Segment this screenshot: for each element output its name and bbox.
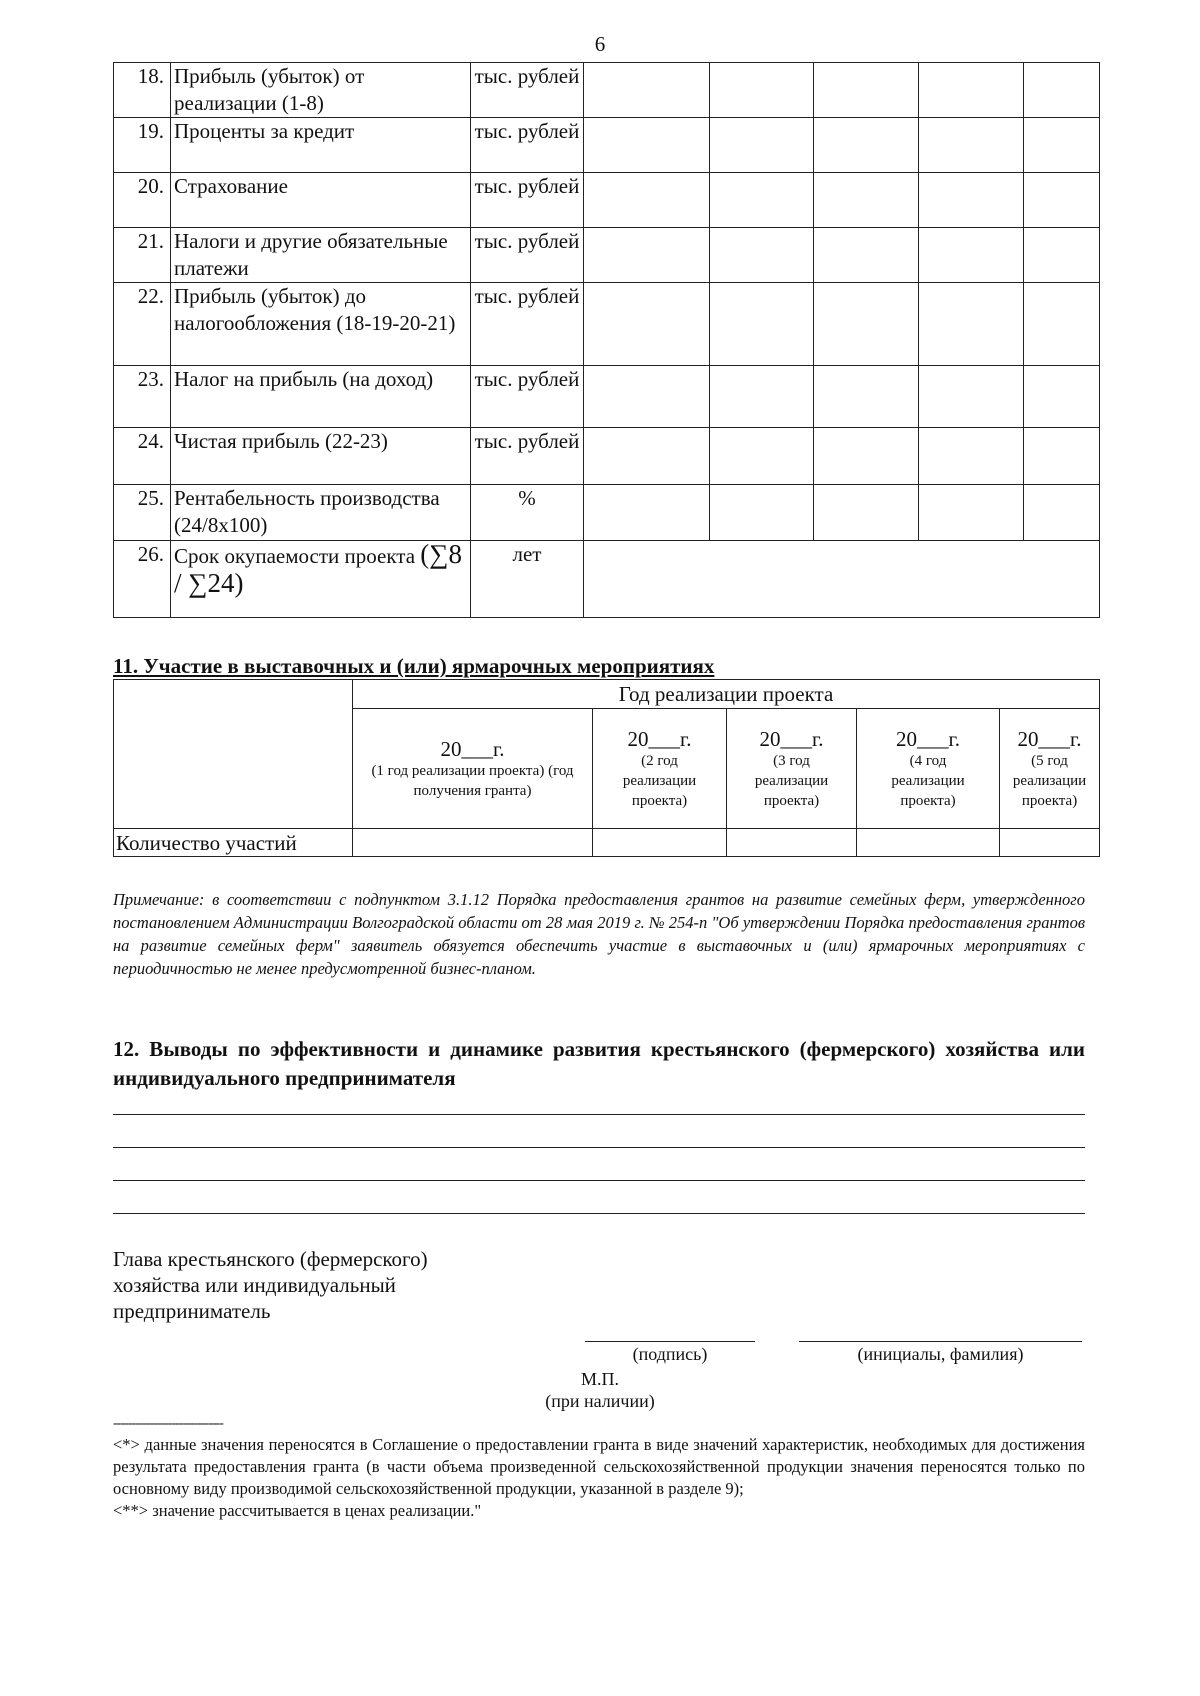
- row-unit: тыс. рублей: [471, 228, 584, 283]
- year-label: 20___г.: [759, 726, 824, 751]
- row-number: 18.: [114, 63, 171, 118]
- value-cell[interactable]: [710, 118, 814, 173]
- value-cell[interactable]: [353, 829, 593, 857]
- row-number: 21.: [114, 228, 171, 283]
- value-cell[interactable]: [1024, 173, 1100, 228]
- value-cell[interactable]: [857, 829, 1000, 857]
- value-cell[interactable]: [727, 829, 857, 857]
- row-unit: %: [471, 485, 584, 541]
- footnote-2: <**> значение рассчитывается в ценах реализации.": [113, 1501, 482, 1520]
- table-row: [114, 485, 1100, 541]
- row-name: Страхование: [171, 173, 471, 228]
- table-row: [114, 283, 1100, 366]
- value-cell[interactable]: [919, 485, 1024, 541]
- signature-line[interactable]: [585, 1341, 755, 1342]
- value-cell[interactable]: [1024, 428, 1100, 485]
- footnote-1: <*> данные значения переносятся в Соглашение о предоставлении гранта в виде значений характеристик, необходимых для достижения результата предоставления гранта (в части объема произведенной сельскохозяйственной продукции значения переносятся только по основному виду производимой сельскохозяйственной продукции, указанной в разделе 9);: [113, 1435, 1085, 1498]
- table-row: [114, 428, 1100, 485]
- value-cell[interactable]: [1024, 283, 1100, 366]
- value-cell[interactable]: [710, 485, 814, 541]
- year-note: (5 год реализации проекта): [1012, 752, 1087, 809]
- year-label: 20___г.: [896, 726, 960, 751]
- table-row: [114, 366, 1100, 428]
- answer-line[interactable]: [113, 1180, 1085, 1181]
- value-cell[interactable]: [814, 173, 919, 228]
- row-number: 19.: [114, 118, 171, 173]
- value-cell[interactable]: [814, 428, 919, 485]
- value-cell[interactable]: [593, 829, 727, 857]
- row-name-text: Срок окупаемости проекта: [174, 544, 416, 568]
- stamp-note: (при наличии): [545, 1391, 655, 1411]
- value-cell[interactable]: [1024, 118, 1100, 173]
- row-number: 25.: [114, 485, 171, 541]
- year-note: (3 год реализации проекта): [754, 752, 829, 809]
- value-cell[interactable]: [1024, 228, 1100, 283]
- note-paragraph: Примечание: в соответствии с подпунктом 3.1.12 Порядка предоставления грантов на развитие семейных ферм, утвержденного постановлением Администрации Волгоградской области от 28 мая 2019 г. № 254-п "Об утверждении Порядка предоставления грантов на развитие семейных ферм" заявитель обязуется обеспечить участие в выставочных и (или) ярмарочных мероприятиях с периодичностью не менее предусмотренной бизнес-планом.: [113, 890, 1085, 978]
- table-row: [114, 541, 1100, 618]
- row-name: Налоги и другие обязательные платежи: [171, 228, 471, 283]
- value-cell[interactable]: [710, 366, 814, 428]
- value-cell[interactable]: [919, 228, 1024, 283]
- value-cell[interactable]: [814, 366, 919, 428]
- row-number: 26.: [114, 541, 171, 618]
- value-cell[interactable]: [919, 63, 1024, 118]
- footnotes: [113, 1434, 1085, 1522]
- year-col-1: [353, 709, 593, 829]
- exhibitions-table: [113, 679, 1100, 857]
- year-col-5: [1000, 709, 1100, 829]
- value-cell[interactable]: [919, 173, 1024, 228]
- name-line[interactable]: [799, 1341, 1082, 1342]
- year-label: 20___г.: [627, 726, 692, 751]
- row-number: 20.: [114, 173, 171, 228]
- value-cell[interactable]: [710, 428, 814, 485]
- row-name: Налог на прибыль (на доход): [171, 366, 471, 428]
- signature-caption: (подпись): [632, 1344, 708, 1364]
- table-row: [114, 173, 1100, 228]
- value-cell[interactable]: [584, 366, 710, 428]
- row-number: 23.: [114, 366, 171, 428]
- row-name: Прибыль (убыток) от реализации (1-8): [171, 63, 471, 118]
- row-unit: лет: [471, 541, 584, 618]
- row-unit: тыс. рублей: [471, 118, 584, 173]
- year-note: (1 год реализации проекта) (год получения гранта): [371, 762, 574, 799]
- value-cell[interactable]: [919, 118, 1024, 173]
- value-cell[interactable]: [584, 428, 710, 485]
- value-cell[interactable]: [710, 228, 814, 283]
- value-cell[interactable]: [1024, 63, 1100, 118]
- answer-line[interactable]: [113, 1147, 1085, 1148]
- year-label: 20___г.: [440, 736, 505, 761]
- footnote-separator: ------------------------------: [113, 1416, 223, 1431]
- value-cell[interactable]: [814, 485, 919, 541]
- row-name: Прибыль (убыток) до налогообложения (18-19-20-21): [171, 283, 471, 366]
- page-number: 6: [594, 32, 606, 56]
- value-cell[interactable]: [814, 118, 919, 173]
- row-name: Чистая прибыль (22-23): [171, 428, 471, 485]
- value-cell[interactable]: [584, 173, 710, 228]
- year-label: 20___г.: [1017, 726, 1082, 751]
- year-col-4: [857, 709, 1000, 829]
- stamp-label: М.П.: [580, 1369, 619, 1389]
- value-cell[interactable]: [710, 63, 814, 118]
- section-12-title: 12. Выводы по эффективности и динамике развития крестьянского (фермерского) хозяйства или индивидуального предпринимателя: [113, 1037, 1085, 1090]
- year-header: Год реализации проекта: [353, 680, 1100, 709]
- payback-formula: (∑8 / ∑24): [174, 539, 463, 598]
- year-note: (2 год реализации проекта): [622, 752, 697, 809]
- row-unit: тыс. рублей: [471, 63, 584, 118]
- answer-line[interactable]: [113, 1213, 1085, 1214]
- value-cell[interactable]: [1024, 485, 1100, 541]
- finance-table: [113, 62, 1100, 618]
- table-row: [114, 228, 1100, 283]
- row-unit: тыс. рублей: [471, 366, 584, 428]
- value-cell[interactable]: [710, 283, 814, 366]
- row-name: Проценты за кредит: [171, 118, 471, 173]
- year-col-3: [727, 709, 857, 829]
- row-unit: тыс. рублей: [471, 283, 584, 366]
- row-name: [171, 541, 471, 618]
- table-row: [114, 118, 1100, 173]
- row-number: 24.: [114, 428, 171, 485]
- value-cell[interactable]: [584, 485, 710, 541]
- value-cell[interactable]: [584, 228, 710, 283]
- participation-count-label: Количество участий: [114, 829, 353, 857]
- row-unit: тыс. рублей: [471, 428, 584, 485]
- value-cell[interactable]: [814, 63, 919, 118]
- table-row: [114, 63, 1100, 118]
- section-11-title: 11. Участие в выставочных и (или) ярмарочных мероприятиях: [113, 654, 715, 678]
- value-cell[interactable]: [584, 118, 710, 173]
- value-cell[interactable]: [584, 63, 710, 118]
- year-col-2: [593, 709, 727, 829]
- row-unit: тыс. рублей: [471, 173, 584, 228]
- value-cell-merged[interactable]: [584, 541, 1100, 618]
- row-name: Рентабельность производства (24/8x100): [171, 485, 471, 541]
- value-cell[interactable]: [710, 173, 814, 228]
- value-cell[interactable]: [919, 366, 1024, 428]
- value-cell[interactable]: [919, 428, 1024, 485]
- name-caption: (инициалы, фамилия): [857, 1344, 1024, 1364]
- row-number: 22.: [114, 283, 171, 366]
- answer-line[interactable]: [113, 1114, 1085, 1115]
- value-cell[interactable]: [1024, 366, 1100, 428]
- value-cell[interactable]: [1000, 829, 1100, 857]
- value-cell[interactable]: [814, 228, 919, 283]
- corner-cell: [114, 680, 353, 829]
- year-note: (4 год реализации проекта): [891, 752, 965, 809]
- signatory-title: Глава крестьянского (фермерского) хозяйства или индивидуальный предприниматель: [113, 1247, 428, 1323]
- value-cell[interactable]: [584, 283, 710, 366]
- value-cell[interactable]: [919, 283, 1024, 366]
- value-cell[interactable]: [814, 283, 919, 366]
